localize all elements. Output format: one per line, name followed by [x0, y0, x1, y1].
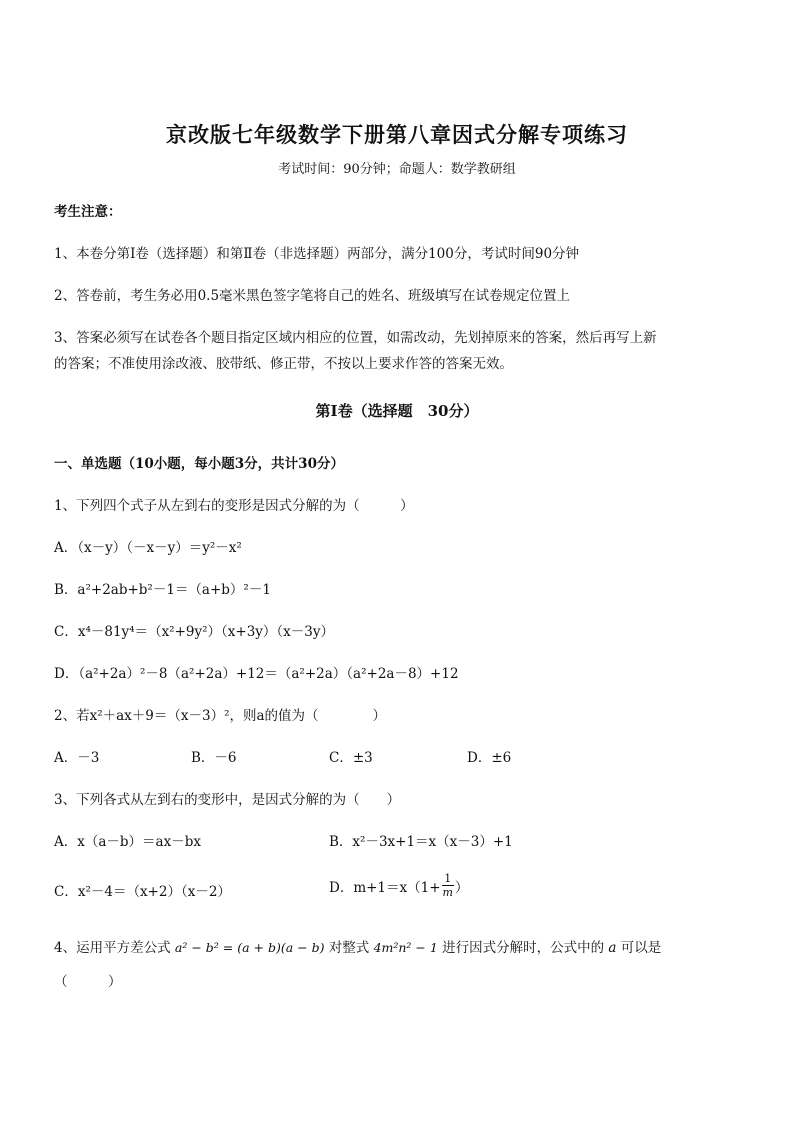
- section-heading: 第Ⅰ卷（选择题 30分）: [315, 402, 479, 420]
- notice-heading: 考生注意：: [54, 204, 122, 220]
- question-2-option-b: B．－6: [191, 750, 237, 766]
- notice-item-3: 3、答案必须写在试卷各个题目指定区域内相应的位置，如需改动，先划掉原来的答案，然后再写上新: [54, 330, 657, 346]
- question-4-stem-part-c: 进行因式分解时，公式中的: [442, 940, 605, 956]
- question-4-stem-part-d: 可以是: [620, 940, 662, 956]
- difference-of-squares-formula: a² − b² = (a + b)(a − b): [174, 940, 325, 955]
- fraction-denominator: m: [442, 886, 453, 899]
- notice-item-3-cont: 的答案；不准使用涂改液、胶带纸、修正带，不按以上要求作答的答案无效。: [54, 356, 513, 372]
- notice-item-2: 2、答卷前，考生务必用0.5毫米黑色签字笔将自己的姓名、班级填写在试卷规定位置上: [54, 288, 571, 304]
- question-1-option-b: B．a²+2ab+b²－1＝（a+b）²－1: [54, 582, 271, 598]
- exam-title: 京改版七年级数学下册第八章因式分解专项练习: [166, 122, 628, 147]
- polynomial-expression: 4m²n² − 1: [373, 940, 438, 955]
- question-2-option-c: C．±3: [329, 750, 373, 766]
- question-1-option-a: A．（x－y）（－x－y）＝y²－x²: [54, 540, 242, 556]
- question-4-stem-part-a: 4、运用平方差公式: [54, 940, 171, 956]
- question-4-stem: [54, 936, 661, 956]
- question-4-stem-part-b: 对整式: [328, 940, 370, 956]
- exam-subtitle: 考试时间：90分钟；命题人：数学教研组: [278, 162, 516, 177]
- question-2-stem: 2、若x²＋ax＋9＝（x－3）²，则a的值为（ ）: [54, 708, 387, 724]
- question-2-option-a: A．－3: [54, 750, 100, 766]
- part-heading: 一、单选题（10小题，每小题3分，共计30分）: [54, 456, 344, 472]
- option-d-prefix: D．m+1＝x（1+: [329, 879, 441, 896]
- question-2-option-d: D．±6: [467, 750, 512, 766]
- question-1-stem: 1、下列四个式子从左到右的变形是因式分解的为（ ）: [54, 498, 414, 514]
- question-3-option-b: B．x²－3x+1＝x（x－3）+1: [329, 834, 513, 850]
- question-1-option-c: C．x⁴－81y⁴＝（x²+9y²）（x+3y）（x－3y）: [54, 624, 335, 640]
- fraction: [442, 872, 454, 899]
- question-3-option-a: A．x（a－b）＝ax－bx: [54, 834, 201, 850]
- question-3-option-d: [329, 872, 468, 899]
- fraction-numerator: 1: [442, 872, 454, 886]
- variable-a: a: [608, 940, 617, 956]
- question-3-option-c: C．x²－4＝（x+2）（x－2）: [54, 884, 231, 900]
- option-d-suffix: ）: [454, 879, 469, 896]
- question-4-answer-paren: （ ）: [54, 974, 122, 990]
- question-1-option-d: D．（a²+2a）²－8（a²+2a）+12＝（a²+2a）（a²+2a－8）+12: [54, 666, 459, 682]
- notice-item-1: 1、本卷分第Ⅰ卷（选择题）和第Ⅱ卷（非选择题）两部分，满分100分，考试时间90分钟: [54, 246, 580, 262]
- question-3-stem: 3、下列各式从左到右的变形中，是因式分解的为（ ）: [54, 792, 401, 808]
